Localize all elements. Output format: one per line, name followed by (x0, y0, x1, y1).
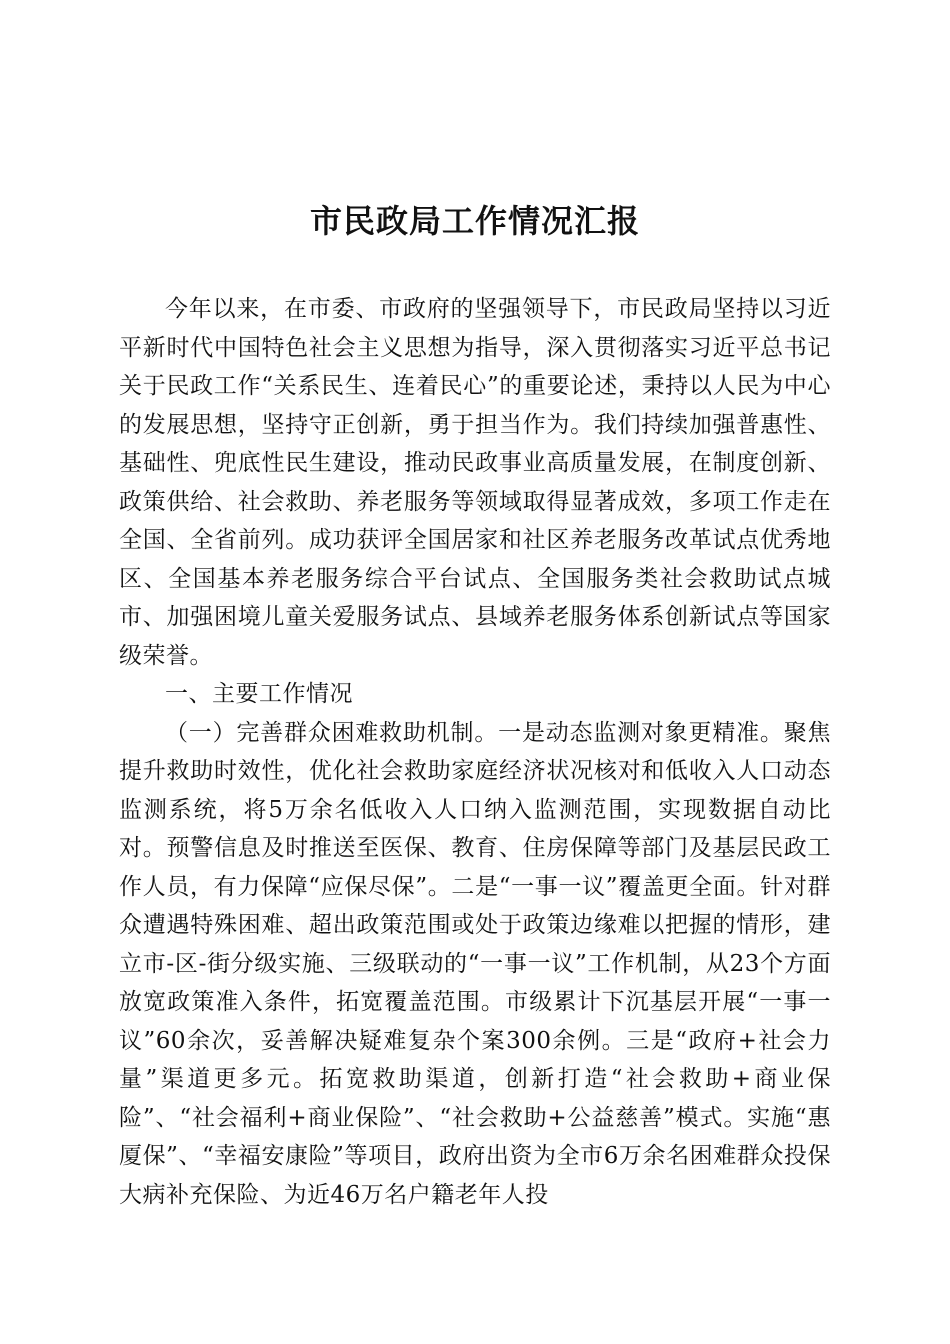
document-title: 市民政局工作情况汇报 (309, 202, 640, 240)
subsection-heading-assistance: （一）完善群众困难救助机制。 (165, 719, 499, 746)
subsection-paragraph-assistance (119, 714, 831, 1215)
subsection-text-assistance: 一是动态监测对象更精准。聚焦提升救助时效性，优化社会救助家庭经济状况核对和低收入人口动态监测系统，将5万余名低收入人口纳入监测范围，实现数据自动比对。预警信息及时推送至医保、教育、住房保障等部门及基层民政工作人员，有力保障“应保尽保”。二是“一事一议”覆盖更全面。针对群众遭遇特殊困难、超出政策范围或处于政策边缘难以把握的情形，建立市-区-街分级实施、三级联动的“一事一议”工作机制，从23个方面放宽政策准入条件，拓宽覆盖范围。市级累计下沉基层开展“一事一议”60余次，妥善解决疑难复杂个案300余例。三是“政府+社会力量”渠道更多元。拓宽救助渠道，创新打造“社会救助+商业保险”、“社会福利+商业保险”、“社会救助+公益慈善”模式。实施“惠厦保”、“幸福安康险”等项目，政府出资为全市6万余名困难群众投保大病补充保险、为近46万名户籍老年人投 (119, 719, 832, 1208)
intro-paragraph: 今年以来，在市委、市政府的坚强领导下，市民政局坚持以习近平新时代中国特色社会主义思想为指导，深入贯彻落实习近平总书记关于民政工作“关系民生、连着民心”的重要论述，秉持以人民为中心的发展思想，坚持守正创新，勇于担当作为。我们持续加强普惠性、基础性、兜底性民生建设，推动民政事业高质量发展，在制度创新、政策供给、社会救助、养老服务等领域取得显著成效，多项工作走在全国、全省前列。成功获评全国居家和社区养老服务改革试点优秀地区、全国基本养老服务综合平台试点、全国服务类社会救助试点城市、加强困境儿童关爱服务试点、县域养老服务体系创新试点等国家级荣誉。 (119, 296, 831, 669)
document-body (119, 290, 831, 1214)
section-heading-main-work: 一、主要工作情况 (165, 681, 353, 707)
